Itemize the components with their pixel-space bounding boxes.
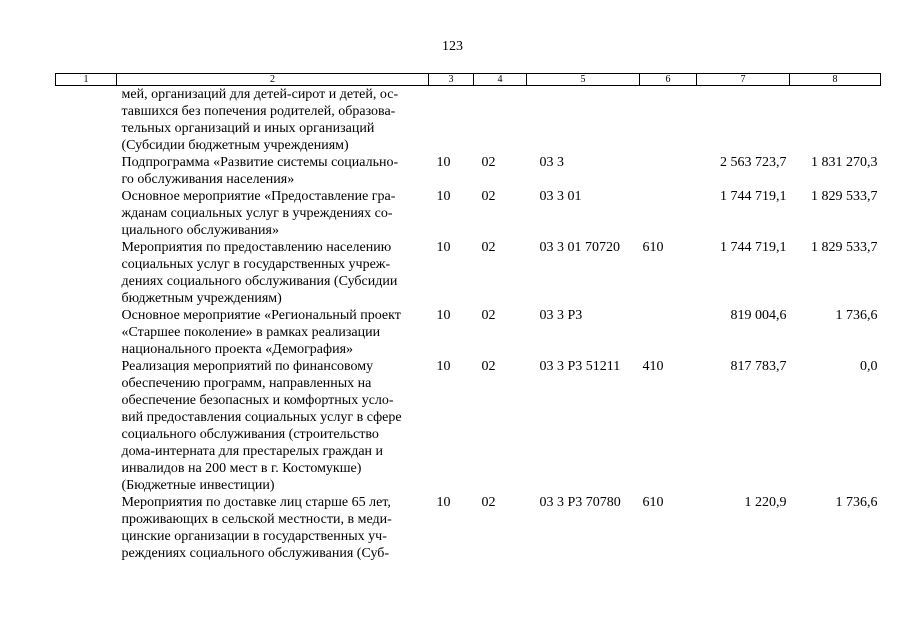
target-article-cell: [527, 86, 640, 155]
target-article-cell: 03 3 P3 51211: [539, 359, 621, 374]
row-name-cell: [117, 307, 429, 358]
row-name-line: обеспечению программ, направленных на: [121, 376, 372, 391]
empty-cell: [56, 86, 117, 155]
subsection-code-cell: 02: [481, 359, 496, 374]
row-name-line: го обслуживания населения»: [121, 172, 295, 187]
amount-year1-cell: 819 004,6: [730, 308, 787, 323]
row-name-line: дениях социального обслуживания (Субсидии: [121, 274, 398, 289]
expense-type-cell: 610: [642, 240, 664, 255]
row-name-cell: [117, 188, 429, 239]
row-name-line: циального обслуживания»: [121, 223, 279, 238]
row-name-line: Мероприятия по предоставлению населению: [121, 240, 392, 255]
expense-type-cell: 610: [642, 495, 664, 510]
amount-year1-cell: 817 783,7: [730, 359, 787, 374]
expense-type-cell: [640, 307, 697, 358]
column-number: 3: [429, 74, 474, 86]
row-name-cell: [117, 494, 429, 562]
row-name-line: инвалидов на 200 мест в г. Костомукше): [121, 461, 362, 476]
row-name-line: Мероприятия по доставке лиц старше 65 лет,: [121, 495, 391, 510]
row-name-line: реждениях социального обслуживания (Суб-: [121, 546, 390, 561]
amount-year2-cell: 1 831 270,3: [811, 155, 878, 170]
subsection-code-cell: 02: [481, 308, 496, 323]
row-name-line: вий предоставления социальных услуг в сфере: [121, 410, 402, 425]
subsection-code-cell: 02: [481, 189, 496, 204]
table-row: [56, 154, 881, 188]
empty-cell: [56, 188, 117, 239]
row-name-line: дома-интерната для престарелых граждан и: [121, 444, 384, 459]
amount-year2-cell: 0,0: [860, 359, 878, 374]
target-article-cell: 03 3: [539, 155, 564, 170]
amount-year2-cell: [790, 86, 881, 155]
row-name-line: Основное мероприятие «Региональный проект: [121, 308, 401, 323]
row-name-line: жданам социальных услуг в учреждениях со-: [121, 206, 393, 221]
row-name-line: бюджетным учреждениям): [121, 291, 282, 306]
column-number: 2: [117, 74, 429, 86]
column-number-row: [56, 74, 881, 86]
amount-year1-cell: [697, 86, 790, 155]
table-row: [56, 358, 881, 494]
amount-year1-cell: 1 744 719,1: [720, 240, 787, 255]
row-name-line: социальных услуг в государственных учреж-: [121, 257, 391, 272]
row-name-line: (Субсидии бюджетным учреждениям): [121, 138, 349, 153]
table-row: [56, 239, 881, 307]
amount-year2-cell: 1 829 533,7: [811, 240, 878, 255]
row-name-line: обеспечение безопасных и комфортных усло-: [121, 393, 394, 408]
page-number: 123: [442, 39, 463, 54]
column-number: 1: [56, 74, 117, 86]
empty-cell: [56, 358, 117, 494]
section-code-cell: 10: [436, 189, 451, 204]
target-article-cell: 03 3 01 70720: [539, 240, 620, 255]
row-name-cell: [117, 239, 429, 307]
subsection-code-cell: [474, 86, 527, 155]
row-name-line: (Бюджетные инвестиции): [121, 478, 275, 493]
subsection-code-cell: 02: [481, 155, 496, 170]
row-name-line: проживающих в сельской местности, в меди-: [121, 512, 392, 527]
amount-year1-cell: 1 744 719,1: [720, 189, 787, 204]
row-name-line: национального проекта «Демография»: [121, 342, 354, 357]
row-name-cell: [117, 358, 429, 494]
subsection-code-cell: 02: [481, 495, 496, 510]
expense-type-cell: 410: [642, 359, 664, 374]
table-row: [56, 188, 881, 239]
row-name-cell: [117, 86, 429, 155]
amount-year2-cell: 1 736,6: [835, 495, 878, 510]
amount-year1-cell: 2 563 723,7: [720, 155, 787, 170]
empty-cell: [56, 239, 117, 307]
section-code-cell: 10: [436, 308, 451, 323]
row-name-line: тавшихся без попечения родителей, образова-: [121, 104, 396, 119]
row-name-line: «Старшее поколение» в рамках реализации: [121, 325, 381, 340]
empty-cell: [56, 307, 117, 358]
expense-type-cell: [640, 188, 697, 239]
row-name-line: социального обслуживания (строительство: [121, 427, 379, 442]
column-number: 8: [790, 74, 881, 86]
section-code-cell: 10: [436, 155, 451, 170]
budget-table: [55, 73, 881, 562]
amount-year2-cell: 1 736,6: [835, 308, 878, 323]
table-row: [56, 494, 881, 562]
table-body: [56, 86, 881, 563]
target-article-cell: 03 3 P3 70780: [539, 495, 621, 510]
expense-type-cell: [640, 154, 697, 188]
column-number: 5: [527, 74, 640, 86]
expense-type-cell: [640, 86, 697, 155]
subsection-code-cell: 02: [481, 240, 496, 255]
column-number: 6: [640, 74, 697, 86]
row-name-line: мей, организаций для детей-сирот и детей, ос-: [121, 87, 399, 102]
row-name-line: тельных организаций и иных организаций: [121, 121, 375, 136]
section-code-cell: [429, 86, 474, 155]
row-name-cell: [117, 154, 429, 188]
table-row: [56, 86, 881, 155]
row-name-line: Реализация мероприятий по финансовому: [121, 359, 374, 374]
row-name-line: цинские организации в государственных уч-: [121, 529, 387, 544]
row-name-line: Основное мероприятие «Предоставление гра-: [121, 189, 396, 204]
column-number: 7: [697, 74, 790, 86]
table-row: [56, 307, 881, 358]
amount-year1-cell: 1 220,9: [744, 495, 787, 510]
row-name-line: Подпрограмма «Развитие системы социально-: [121, 155, 399, 170]
section-code-cell: 10: [436, 240, 451, 255]
column-number: 4: [474, 74, 527, 86]
section-code-cell: 10: [436, 359, 451, 374]
section-code-cell: 10: [436, 495, 451, 510]
empty-cell: [56, 154, 117, 188]
empty-cell: [56, 494, 117, 562]
target-article-cell: 03 3 01: [539, 189, 582, 204]
amount-year2-cell: 1 829 533,7: [811, 189, 878, 204]
target-article-cell: 03 3 P3: [539, 308, 583, 323]
